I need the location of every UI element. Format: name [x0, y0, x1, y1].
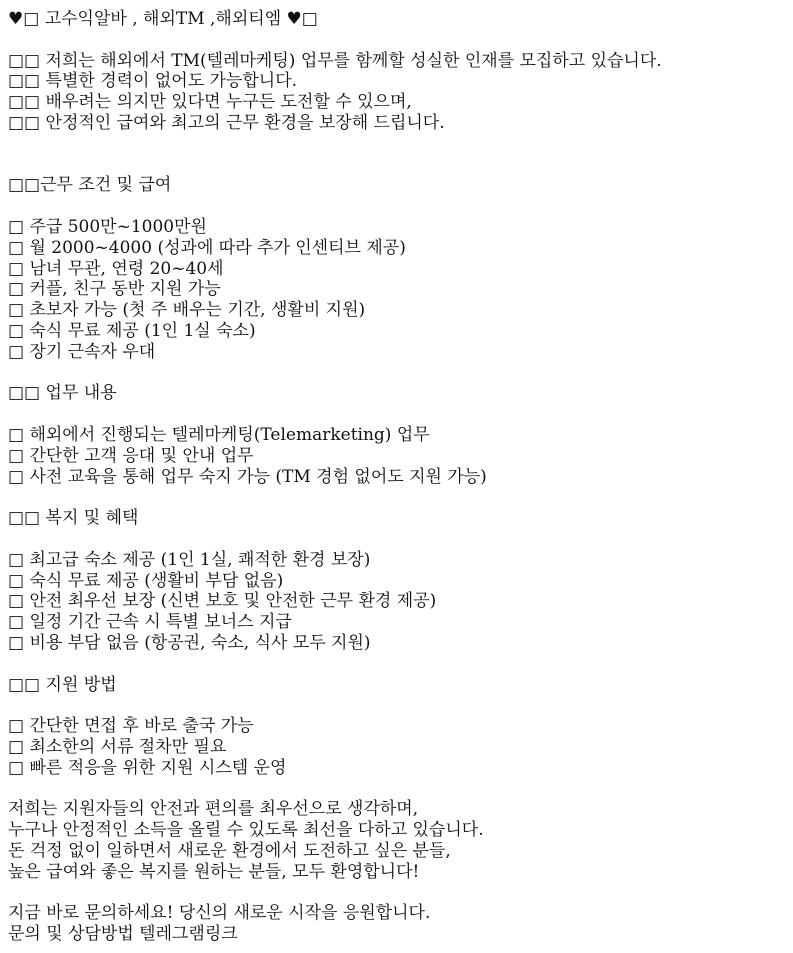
spacer	[8, 529, 788, 550]
intro-line: □□ 저희는 해외에서 TM(텔레마케팅) 업무를 함께할 성실한 인재를 모집하고 있습니다.	[8, 50, 662, 71]
closing-line: 높은 급여와 좋은 복지를 원하는 분들, 모두 환영합니다!	[8, 861, 420, 882]
list-item: □ 장기 근속자 우대	[8, 341, 156, 362]
list-item: □ 숙식 무료 제공 (1인 1실 숙소)	[8, 320, 256, 341]
spacer	[8, 404, 788, 425]
list-item: □ 최고급 숙소 제공 (1인 1실, 쾌적한 환경 보장)	[8, 549, 371, 570]
intro-line: □□ 특별한 경력이 없어도 가능합니다.	[8, 71, 298, 92]
contact-line: 문의 및 상담방법 텔레그램링크	[8, 924, 238, 945]
spacer	[8, 487, 788, 508]
list-item: □ 빠른 적응을 위한 지원 시스템 운영	[8, 757, 287, 778]
document-title: ♥□ 고수익알바 , 해외TM ,해외티엠 ♥□	[8, 9, 318, 29]
list-item: □ 월 2000~4000 (성과에 따라 추가 인센티브 제공)	[8, 237, 406, 258]
list-item: □ 비용 부담 없음 (항공권, 숙소, 식사 모두 지원)	[8, 632, 371, 653]
section-heading-work-conditions: □□근무 조건 및 급여	[8, 175, 172, 196]
spacer	[8, 654, 788, 675]
spacer	[8, 30, 788, 51]
spacer	[8, 882, 788, 903]
spacer	[8, 695, 788, 716]
list-item: □ 숙식 무료 제공 (생활비 부담 없음)	[8, 570, 284, 591]
spacer	[8, 134, 788, 155]
list-item: □ 해외에서 진행되는 텔레마케팅(Telemarketing) 업무	[8, 424, 430, 445]
list-item: □ 안전 최우선 보장 (신변 보호 및 안전한 근무 환경 제공)	[8, 591, 437, 612]
closing-line: 돈 걱정 없이 일하면서 새로운 환경에서 도전하고 싶은 분들,	[8, 840, 451, 861]
document-body	[8, 9, 788, 945]
list-item: □ 주급 500만~1000만원	[8, 216, 207, 237]
list-item: □ 초보자 가능 (첫 주 배우는 기간, 생활비 지원)	[8, 300, 366, 321]
closing-line: 저희는 지원자들의 안전과 편의를 최우선으로 생각하며,	[8, 799, 419, 820]
list-item: □ 간단한 고객 응대 및 안내 업무	[8, 445, 254, 466]
list-item: □ 커플, 친구 동반 지원 가능	[8, 279, 221, 300]
list-item: □ 최소한의 서류 절차만 필요	[8, 736, 227, 757]
spacer	[8, 363, 788, 384]
list-item: □ 사전 교육을 통해 업무 숙지 가능 (TM 경험 없어도 지원 가능)	[8, 466, 487, 487]
intro-line: □□ 배우려는 의지만 있다면 누구든 도전할 수 있으며,	[8, 92, 412, 113]
spacer	[8, 196, 788, 217]
spacer	[8, 778, 788, 799]
list-item: □ 간단한 면접 후 바로 출국 가능	[8, 716, 254, 737]
intro-line: □□ 안정적인 급여와 최고의 근무 환경을 보장해 드립니다.	[8, 112, 445, 133]
section-heading-benefits: □□ 복지 및 혜택	[8, 508, 139, 529]
list-item: □ 남녀 무관, 연령 20~40세	[8, 258, 224, 279]
section-heading-how-to-apply: □□ 지원 방법	[8, 674, 117, 695]
contact-line: 지금 바로 문의하세요! 당신의 새로운 시작을 응원합니다.	[8, 903, 431, 924]
spacer	[8, 155, 788, 176]
closing-line: 누구나 안정적인 소득을 올릴 수 있도록 최선을 다하고 있습니다.	[8, 820, 484, 841]
section-heading-job-description: □□ 업무 내용	[8, 383, 117, 404]
list-item: □ 일정 기간 근속 시 특별 보너스 지급	[8, 612, 292, 633]
